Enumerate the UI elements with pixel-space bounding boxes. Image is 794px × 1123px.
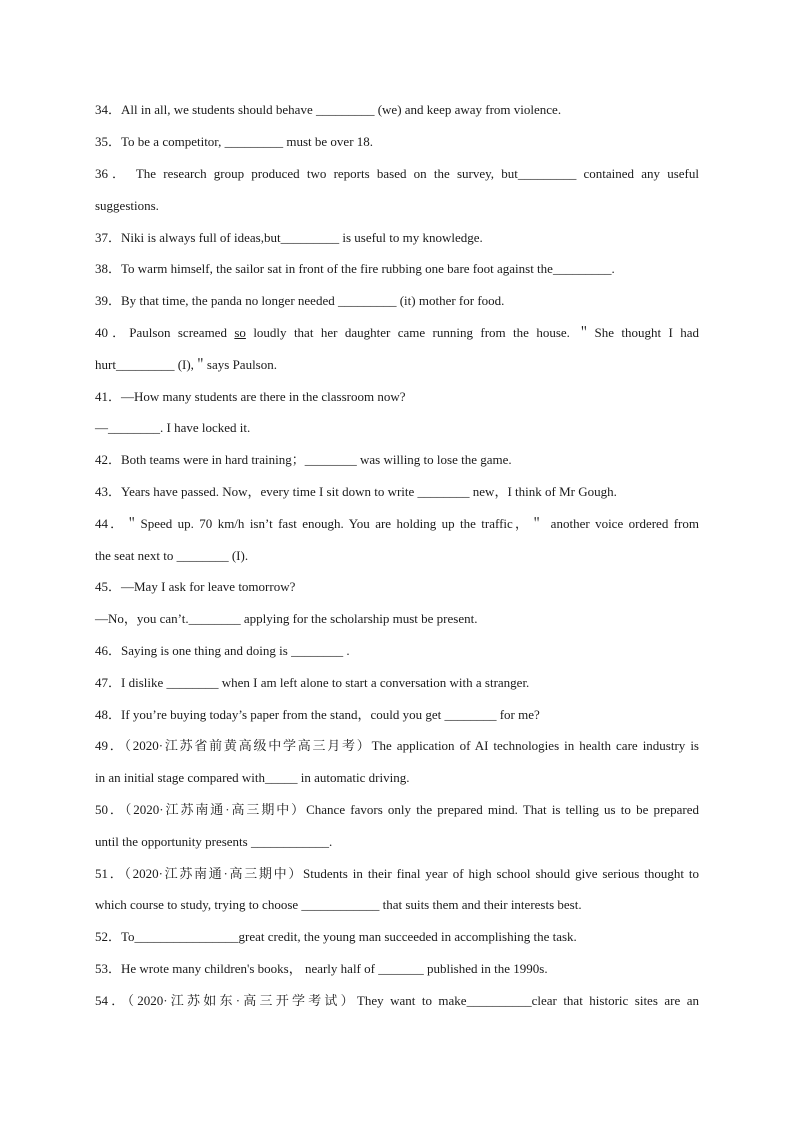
question-48: 48．If you’re buying today’s paper from the stand，could you get ________ for me? (95, 707, 540, 722)
question-46: 46．Saying is one thing and doing is ________ . (95, 643, 350, 658)
question-40-text-after: loudly that her daughter came running from the house. ＂She thought I had (245, 325, 699, 340)
question-50: 50．（2020·江苏南通·高三期中）Chance favors only the prepared mind. That is telling us to be prepared (95, 802, 699, 817)
question-49-continued: in an initial stage compared with_____ in automatic driving. (95, 770, 410, 785)
question-51-continued: which course to study, trying to choose ____________ that suits them and their interests best. (95, 897, 582, 912)
question-45: 45．—May I ask for leave tomorrow? (95, 579, 296, 594)
question-37: 37．Niki is always full of ideas,but_________ is useful to my knowledge. (95, 230, 483, 245)
question-38: 38．To warm himself, the sailor sat in front of the fire rubbing one bare foot against the_________. (95, 261, 615, 276)
question-40-text-before: 40．Paulson screamed (95, 325, 235, 340)
question-45-answer: —No，you can’t.________ applying for the scholarship must be present. (95, 611, 478, 626)
question-41-answer: —________. I have locked it. (95, 420, 251, 435)
question-49: 49．（2020·江苏省前黄高级中学高三月考）The application of AI technologies in health care industry is (95, 738, 699, 753)
question-53: 53．He wrote many children's books， nearly half of _______ published in the 1990s. (95, 961, 548, 976)
question-50-continued: until the opportunity presents ____________. (95, 834, 333, 849)
question-40-underlined-word: so (234, 325, 246, 340)
question-54: 54．（2020·江苏如东·高三开学考试）They want to make__________clear that historic sites are an (95, 993, 699, 1008)
question-36-continued: suggestions. (95, 198, 159, 213)
question-44-continued: the seat next to ________ (I). (95, 548, 249, 563)
question-42: 42．Both teams were in hard training；________ was willing to lose the game. (95, 452, 512, 467)
question-34: 34．All in all, we students should behave _________ (we) and keep away from violence. (95, 102, 562, 117)
question-39: 39．By that time, the panda no longer needed _________ (it) mother for food. (95, 293, 505, 308)
question-47: 47．I dislike ________ when I am left alone to start a conversation with a stranger. (95, 675, 530, 690)
question-40 (95, 324, 699, 342)
question-41: 41．—How many students are there in the classroom now? (95, 389, 406, 404)
question-43: 43．Years have passed. Now，every time I sit down to write ________ new，I think of Mr Gough. (95, 484, 617, 499)
question-40-continued: hurt_________ (I),＂says Paulson. (95, 357, 277, 372)
question-52: 52．To________________great credit, the young man succeeded in accomplishing the task. (95, 929, 577, 944)
question-36: 36． The research group produced two reports based on the survey, but_________ contained any useful (95, 166, 699, 181)
question-51: 51．（2020·江苏南通·高三期中）Students in their final year of high school should give serious thought to (95, 866, 699, 881)
question-35: 35．To be a competitor, _________ must be over 18. (95, 134, 374, 149)
question-44: 44．＂Speed up. 70 km/h isn’t fast enough. You are holding up the traffic，＂ another voice ordered from (95, 516, 699, 531)
